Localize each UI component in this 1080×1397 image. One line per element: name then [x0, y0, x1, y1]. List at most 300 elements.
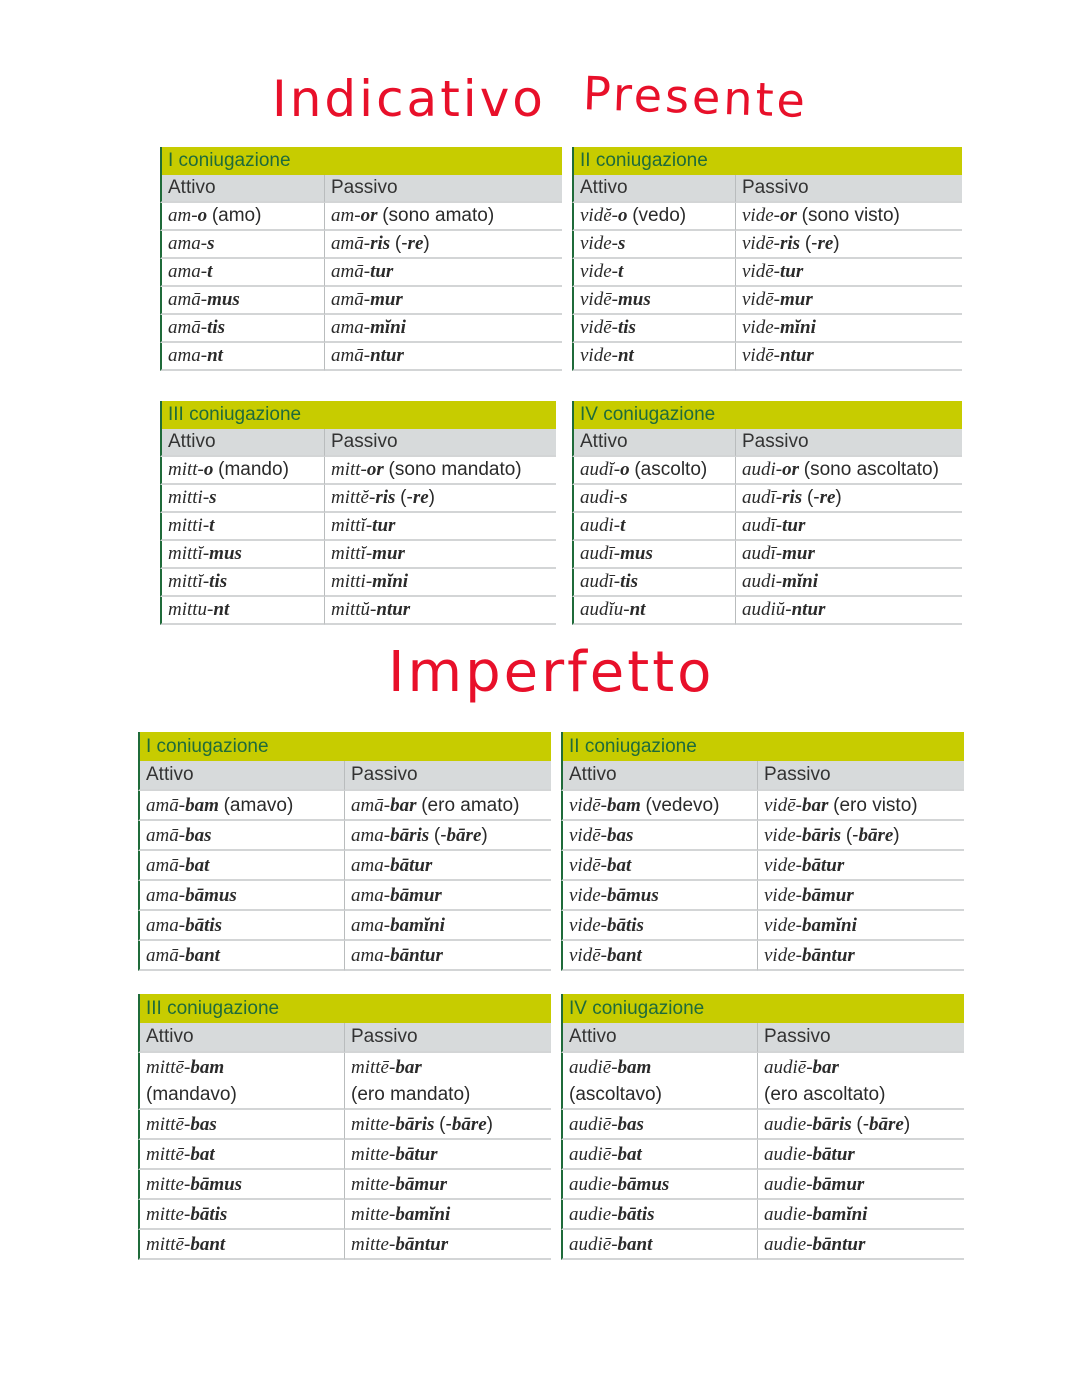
- gloss: (amo): [211, 205, 262, 226]
- verb-ending: bātis: [617, 1204, 655, 1225]
- table-row: [572, 541, 962, 569]
- verb-form: [569, 1057, 662, 1105]
- column-header-passivo: Passivo: [344, 1023, 551, 1053]
- verb-stem: mittĕ-: [331, 487, 376, 508]
- verb-ending: tis: [617, 317, 636, 338]
- verb-ending: o: [620, 459, 630, 480]
- gloss: (vedo): [632, 205, 687, 226]
- verb-stem: amā-: [331, 289, 371, 310]
- cell-attivo: [572, 541, 735, 569]
- cell-passivo: [324, 203, 562, 231]
- cell-passivo: [344, 941, 551, 971]
- verb-ending: bāmur: [395, 1174, 448, 1195]
- verb-stem: vide-: [580, 233, 618, 254]
- cell-attivo: [572, 287, 735, 315]
- gloss-ending: bāre: [858, 825, 894, 846]
- table-row: [138, 791, 551, 821]
- table-row: [561, 941, 964, 971]
- verb-ending: mur: [372, 543, 405, 564]
- column-header-passivo: Passivo: [324, 175, 562, 203]
- table-title: III coniugazione: [160, 401, 556, 429]
- cell-passivo: [344, 1110, 551, 1140]
- verb-stem: vide-: [580, 261, 618, 282]
- verb-form: [331, 487, 435, 508]
- cell-attivo: [160, 203, 324, 231]
- verb-stem: vide-: [580, 345, 618, 366]
- gloss-ending: re: [407, 233, 424, 254]
- verb-form: [764, 825, 900, 846]
- verb-stem: ama-: [351, 885, 391, 906]
- cell-passivo: [735, 343, 962, 371]
- cell-passivo: [735, 315, 962, 343]
- verb-form: [168, 487, 217, 508]
- table-row: [138, 851, 551, 881]
- verb-form: [146, 1057, 237, 1105]
- table-title: I coniugazione: [160, 147, 562, 175]
- verb-stem: mitte-: [351, 1144, 396, 1165]
- verb-ending: mus: [207, 289, 240, 310]
- cell-passivo: [324, 513, 556, 541]
- verb-stem: mittĭ-: [168, 543, 210, 564]
- verb-form: [146, 1234, 225, 1255]
- table-row: [572, 315, 962, 343]
- cell-passivo: [324, 569, 556, 597]
- column-header-row: [572, 429, 962, 457]
- cell-attivo: [160, 569, 324, 597]
- verb-stem: mittē-: [146, 1234, 191, 1255]
- verb-form: [569, 825, 633, 846]
- verb-form: [351, 825, 488, 846]
- gloss: (sono ascoltato): [803, 459, 939, 480]
- verb-form: [168, 261, 212, 282]
- cell-attivo: [160, 513, 324, 541]
- table-row: [561, 1170, 964, 1200]
- column-header-attivo: Attivo: [561, 1023, 757, 1053]
- verb-ending: bat: [617, 1144, 642, 1165]
- gloss: (-bāre): [439, 1114, 493, 1135]
- gloss: (ero visto): [833, 795, 918, 816]
- verb-form: [764, 855, 844, 876]
- verb-form: [742, 599, 825, 620]
- verb-form: [580, 233, 625, 254]
- cell-passivo: [344, 791, 551, 821]
- heading-indicativo: Indicativo: [272, 70, 546, 128]
- cell-passivo: [344, 851, 551, 881]
- verb-stem: vide-: [764, 885, 802, 906]
- gloss: (-bāre): [856, 1114, 911, 1135]
- table-row: [572, 457, 962, 485]
- table-row: [160, 485, 556, 513]
- verb-stem: ama-: [168, 233, 208, 254]
- verb-stem: vide-: [742, 317, 780, 338]
- cell-passivo: [324, 597, 556, 625]
- verb-stem: ama-: [351, 825, 391, 846]
- verb-stem: vidē-: [580, 317, 618, 338]
- cell-attivo: [160, 259, 324, 287]
- verb-form: [742, 289, 813, 310]
- table-row: [572, 569, 962, 597]
- cell-attivo: [561, 821, 757, 851]
- verb-stem: ama-: [146, 885, 186, 906]
- cell-passivo: [344, 821, 551, 851]
- table-imperfetto-c3: [138, 994, 551, 1260]
- verb-form: [331, 571, 408, 592]
- cell-passivo: [735, 569, 962, 597]
- verb-ending: or: [779, 205, 797, 226]
- verb-stem: vidē-: [742, 233, 780, 254]
- table-row: [561, 1140, 964, 1170]
- verb-ending: bant: [185, 945, 220, 966]
- verb-form: [569, 795, 719, 816]
- verb-stem: vide-: [569, 915, 607, 936]
- cell-attivo: [138, 1110, 344, 1140]
- verb-ending: bant: [190, 1234, 226, 1255]
- verb-form: [146, 1204, 227, 1225]
- table-row: [138, 1053, 551, 1110]
- verb-stem: mitte-: [146, 1204, 191, 1225]
- verb-stem: audiē-: [569, 1234, 618, 1255]
- verb-ending: mur: [782, 543, 815, 564]
- verb-stem: amā-: [331, 261, 371, 282]
- verb-ending: bam: [606, 795, 641, 816]
- verb-form: [580, 487, 628, 508]
- cell-passivo: [344, 1053, 551, 1110]
- cell-passivo: [735, 597, 962, 625]
- verb-form: [569, 1234, 652, 1255]
- table-row: [572, 203, 962, 231]
- verb-ending: nt: [629, 599, 646, 620]
- verb-form: [146, 1174, 242, 1195]
- verb-ending: bāntur: [812, 1234, 866, 1255]
- verb-form: [331, 599, 410, 620]
- cell-attivo: [561, 941, 757, 971]
- cell-passivo: [344, 1170, 551, 1200]
- table-row: [572, 259, 962, 287]
- verb-stem: amā-: [331, 345, 371, 366]
- verb-ending: bāmus: [190, 1174, 243, 1195]
- cell-attivo: [561, 851, 757, 881]
- table-row: [138, 881, 551, 911]
- verb-stem: audie-: [764, 1114, 813, 1135]
- verb-form: [580, 317, 636, 338]
- verb-ending: t: [617, 261, 624, 282]
- table-row: [160, 315, 562, 343]
- gloss: (sono mandato): [388, 459, 522, 480]
- verb-ending: bāris: [812, 1114, 852, 1135]
- gloss-ending: bāre: [451, 1114, 487, 1135]
- table-title: II coniugazione: [572, 147, 962, 175]
- verb-form: [168, 205, 261, 226]
- verb-ending: bāmur: [390, 885, 442, 906]
- verb-stem: audĭu-: [580, 599, 630, 620]
- verb-ending: tur: [370, 261, 394, 282]
- cell-passivo: [344, 1230, 551, 1260]
- verb-ending: bāntur: [395, 1234, 449, 1255]
- verb-form: [146, 885, 237, 906]
- verb-ending: bas: [190, 1114, 217, 1135]
- cell-attivo: [572, 231, 735, 259]
- gloss: (-re): [394, 233, 430, 254]
- table-row: [138, 1140, 551, 1170]
- verb-ending: or: [360, 205, 378, 226]
- verb-form: [168, 459, 289, 480]
- verb-form: [168, 543, 242, 564]
- heading-presente: Presente: [582, 66, 809, 128]
- verb-stem: mittē-: [146, 1114, 191, 1135]
- verb-stem: mittē-: [351, 1057, 396, 1078]
- verb-stem: audī-: [580, 571, 621, 592]
- column-header-passivo: Passivo: [757, 761, 964, 791]
- verb-form: [168, 289, 240, 310]
- verb-form: [146, 795, 293, 816]
- verb-stem: amā-: [168, 289, 208, 310]
- verb-form: [764, 1144, 855, 1165]
- verb-form: [351, 1114, 493, 1135]
- verb-ending: tis: [620, 571, 639, 592]
- verb-stem: audĭ-: [580, 459, 621, 480]
- verb-form: [146, 1114, 217, 1135]
- verb-stem: ama-: [351, 915, 391, 936]
- verb-ending: bamĭni: [812, 1204, 868, 1225]
- verb-form: [168, 515, 214, 536]
- cell-attivo: [138, 791, 344, 821]
- cell-attivo: [561, 1053, 757, 1110]
- verb-ending: or: [782, 459, 800, 480]
- gloss: (mando): [218, 459, 289, 480]
- gloss: (mandavo): [146, 1084, 237, 1105]
- table-row: [572, 485, 962, 513]
- verb-stem: ama-: [168, 345, 208, 366]
- verb-stem: audie-: [764, 1234, 813, 1255]
- verb-ending: ris: [370, 233, 391, 254]
- column-header-passivo: Passivo: [735, 429, 962, 457]
- verb-stem: ama-: [146, 915, 186, 936]
- gloss: (sono amato): [382, 205, 495, 226]
- verb-form: [351, 1174, 447, 1195]
- cell-attivo: [138, 851, 344, 881]
- verb-stem: vide-: [742, 205, 780, 226]
- cell-passivo: [324, 457, 556, 485]
- table-row: [561, 1053, 964, 1110]
- table-imperfetto-c2: [561, 732, 964, 971]
- verb-ending: bāmur: [812, 1174, 865, 1195]
- gloss: (-re): [806, 487, 842, 508]
- verb-stem: vide-: [764, 915, 802, 936]
- verb-stem: audiē-: [569, 1114, 618, 1135]
- verb-ending: bas: [606, 825, 634, 846]
- verb-form: [351, 1144, 438, 1165]
- verb-ending: tis: [207, 317, 226, 338]
- verb-form: [764, 1057, 885, 1105]
- verb-form: [569, 915, 644, 936]
- verb-form: [742, 459, 939, 480]
- verb-stem: audie-: [764, 1144, 813, 1165]
- cell-passivo: [344, 911, 551, 941]
- verb-stem: audī-: [742, 543, 783, 564]
- verb-stem: vide-: [764, 945, 802, 966]
- column-header-passivo: Passivo: [324, 429, 556, 457]
- cell-attivo: [561, 881, 757, 911]
- verb-stem: vidē-: [742, 261, 780, 282]
- verb-ending: bātis: [185, 915, 223, 936]
- verb-ending: tur: [372, 515, 396, 536]
- verb-ending: bamĭni: [801, 915, 857, 936]
- column-header-row: [561, 1023, 964, 1053]
- table-row: [160, 513, 556, 541]
- table-row: [160, 259, 562, 287]
- cell-attivo: [572, 259, 735, 287]
- verb-stem: amā-: [146, 945, 186, 966]
- verb-stem: mittē-: [146, 1057, 191, 1078]
- verb-form: [146, 945, 220, 966]
- verb-stem: amā-: [331, 233, 371, 254]
- verb-form: [580, 571, 638, 592]
- cell-attivo: [138, 911, 344, 941]
- verb-ending: tur: [779, 261, 804, 282]
- verb-stem: mittĭ-: [331, 543, 373, 564]
- verb-stem: mitti-: [168, 515, 210, 536]
- verb-stem: vide-: [764, 855, 802, 876]
- verb-ending: bāris: [395, 1114, 435, 1135]
- verb-form: [168, 233, 214, 254]
- verb-form: [146, 855, 209, 876]
- verb-ending: bāris: [390, 825, 430, 846]
- verb-stem: mittē-: [146, 1144, 191, 1165]
- verb-ending: bātur: [812, 1144, 855, 1165]
- verb-form: [331, 543, 405, 564]
- verb-stem: mitti-: [168, 487, 210, 508]
- table-row: [561, 881, 964, 911]
- verb-ending: ntur: [791, 599, 826, 620]
- verb-form: [580, 459, 707, 480]
- table-title: IV coniugazione: [561, 994, 964, 1023]
- column-header-passivo: Passivo: [344, 761, 551, 791]
- table-title: II coniugazione: [561, 732, 964, 761]
- verb-ending: mĭni: [782, 571, 819, 592]
- cell-attivo: [138, 1170, 344, 1200]
- table-imperfetto-c4: [561, 994, 964, 1260]
- cell-passivo: [735, 541, 962, 569]
- verb-stem: audie-: [569, 1174, 618, 1195]
- table-title: I coniugazione: [138, 732, 551, 761]
- cell-attivo: [561, 1110, 757, 1140]
- verb-form: [569, 1144, 642, 1165]
- cell-passivo: [324, 343, 562, 371]
- table-row: [138, 821, 551, 851]
- cell-passivo: [735, 259, 962, 287]
- verb-form: [168, 317, 225, 338]
- table-row: [561, 821, 964, 851]
- table-row: [160, 343, 562, 371]
- table-row: [561, 911, 964, 941]
- verb-ending: mus: [620, 543, 653, 564]
- verb-ending: s: [620, 487, 628, 508]
- gloss: (ero mandato): [351, 1084, 471, 1105]
- verb-stem: mittĭ-: [168, 571, 210, 592]
- verb-stem: vidĕ-: [580, 205, 618, 226]
- cell-passivo: [735, 513, 962, 541]
- verb-ending: t: [620, 515, 626, 536]
- cell-attivo: [138, 881, 344, 911]
- verb-ending: bātis: [606, 915, 644, 936]
- verb-ending: bar: [390, 795, 417, 816]
- cell-passivo: [757, 791, 964, 821]
- verb-ending: mur: [370, 289, 403, 310]
- verb-ending: bāmus: [185, 885, 237, 906]
- verb-form: [331, 233, 430, 254]
- gloss: (-re): [400, 487, 435, 508]
- verb-ending: bāris: [801, 825, 842, 846]
- verb-ending: ntur: [370, 345, 404, 366]
- verb-stem: audi-: [742, 459, 783, 480]
- cell-attivo: [138, 1200, 344, 1230]
- verb-form: [580, 261, 623, 282]
- verb-form: [351, 1234, 448, 1255]
- verb-ending: ris: [779, 233, 801, 254]
- cell-attivo: [160, 315, 324, 343]
- cell-attivo: [160, 541, 324, 569]
- column-header-attivo: Attivo: [138, 761, 344, 791]
- gloss: (ero amato): [421, 795, 520, 816]
- verb-stem: amā-: [146, 855, 186, 876]
- verb-ending: nt: [213, 599, 230, 620]
- verb-form: [168, 345, 223, 366]
- verb-form: [742, 233, 840, 254]
- cell-attivo: [160, 287, 324, 315]
- verb-ending: o: [203, 459, 214, 480]
- verb-ending: bamĭni: [390, 915, 445, 936]
- verb-stem: mitte-: [351, 1114, 396, 1135]
- table-presente-c1: [160, 147, 562, 371]
- table-row: [160, 457, 556, 485]
- verb-stem: mittu-: [168, 599, 214, 620]
- cell-passivo: [324, 287, 562, 315]
- verb-form: [580, 345, 634, 366]
- verb-stem: vide-: [764, 825, 802, 846]
- verb-stem: vidē-: [580, 289, 618, 310]
- verb-stem: am-: [331, 205, 361, 226]
- verb-stem: audi-: [580, 515, 621, 536]
- verb-ending: mur: [779, 289, 813, 310]
- verb-ending: bas: [617, 1114, 644, 1135]
- cell-attivo: [561, 1140, 757, 1170]
- table-row: [138, 1200, 551, 1230]
- verb-form: [742, 515, 805, 536]
- verb-form: [168, 599, 229, 620]
- verb-stem: audiē-: [569, 1057, 618, 1078]
- column-header-passivo: Passivo: [735, 175, 962, 203]
- cell-attivo: [138, 821, 344, 851]
- gloss-ending: bāre: [869, 1114, 904, 1135]
- verb-ending: bāmur: [801, 885, 854, 906]
- cell-attivo: [138, 1140, 344, 1170]
- cell-attivo: [572, 597, 735, 625]
- verb-stem: ama-: [351, 855, 391, 876]
- verb-form: [331, 205, 494, 226]
- table-row: [138, 1230, 551, 1260]
- cell-attivo: [138, 1230, 344, 1260]
- verb-form: [569, 1174, 669, 1195]
- verb-stem: mitte-: [146, 1174, 191, 1195]
- cell-attivo: [572, 343, 735, 371]
- verb-form: [764, 795, 918, 816]
- verb-ending: bat: [190, 1144, 215, 1165]
- cell-attivo: [561, 1200, 757, 1230]
- verb-form: [580, 515, 625, 536]
- verb-stem: audie-: [764, 1204, 813, 1225]
- cell-passivo: [757, 911, 964, 941]
- verb-form: [569, 885, 659, 906]
